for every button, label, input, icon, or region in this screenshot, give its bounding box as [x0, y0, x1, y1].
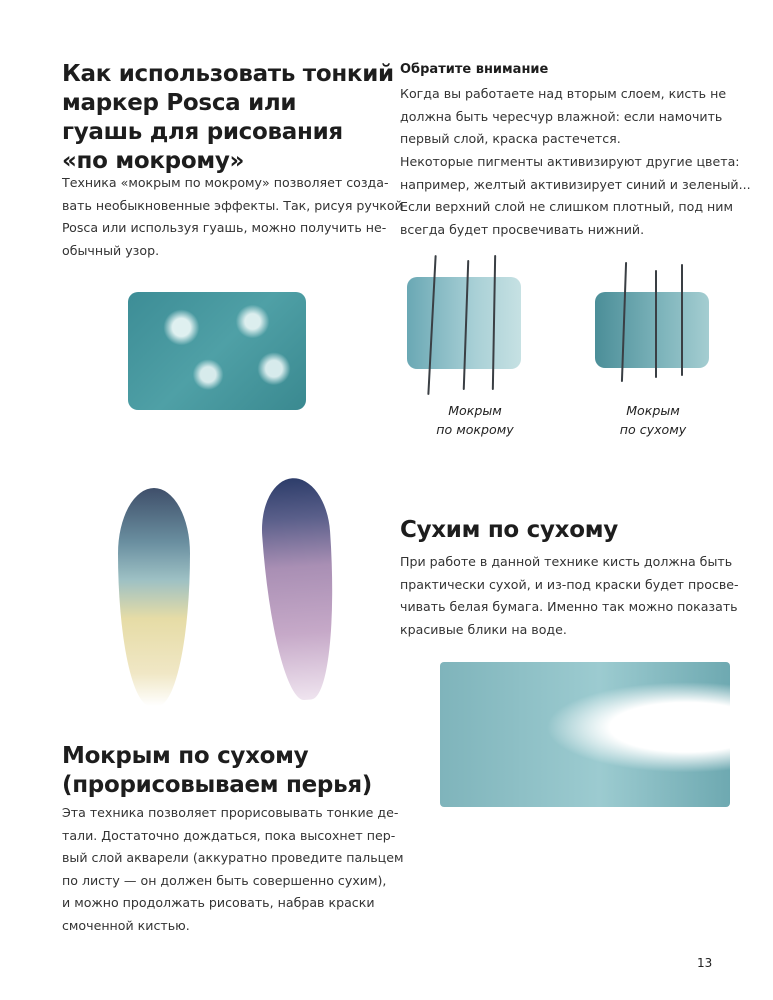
text-line: чивать белая бумага. Именно так можно показать [400, 599, 738, 614]
dry-on-dry-sample-image [440, 662, 730, 807]
text-line: должна быть чересчур влажной: если намочить [400, 108, 723, 124]
text-line: Posca или используя гуашь, можно получить не- [62, 220, 387, 235]
text-line: вый слой акварели (аккуратно проведите пальцем [62, 850, 404, 865]
text-line: Эта техника позволяет прорисовывать тонкие де- [62, 805, 399, 820]
heading-line: Как использовать тонкий [62, 61, 394, 87]
text-line: практически сухой, и из-под краски будет просве- [400, 576, 739, 592]
note-title: Обратите внимание [400, 62, 549, 77]
caption-line: Мокрым [626, 403, 680, 418]
text-line: первый слой, краска растечется. [400, 131, 621, 146]
note-paragraph-2 [400, 151, 751, 241]
caption-wet-on-dry [603, 401, 703, 439]
text-line: Когда вы работаете над вторым слоем, кисть не [400, 86, 727, 101]
feather-yellow-image [118, 488, 190, 706]
heading-line: маркер Posca или [62, 90, 297, 116]
text-line: например, желтый активизирует синий и зеленый... [400, 176, 751, 192]
text-line: Некоторые пигменты активизируют другие цвета: [400, 154, 740, 169]
feather-purple-image [258, 476, 341, 702]
text-line: вать необыкновенные эффекты. Так, рисуя ручкой [62, 197, 403, 213]
heading-line: «по мокрому» [62, 148, 245, 174]
wet-on-wet-stroke-sample [405, 255, 523, 395]
text-line: обычный узор. [62, 242, 160, 258]
text-line: При работе в данной технике кисть должна быть [400, 554, 733, 569]
wet-on-dry-heading [62, 742, 372, 800]
heading-line: (прорисовываем перья) [62, 772, 372, 798]
text-line: красивые блики на воде. [400, 621, 567, 637]
note-paragraph-1 [400, 83, 726, 151]
heading-line: гуашь для рисования [62, 119, 343, 145]
text-line: по листу — он должен быть совершенно сухим), [62, 872, 387, 888]
caption-line: по сухому [619, 422, 687, 437]
caption-line: по мокрому [436, 422, 514, 437]
caption-wet-on-wet [425, 401, 525, 439]
caption-line: Мокрым [448, 403, 502, 418]
text-line: и можно продолжать рисовать, набрав краски [62, 895, 375, 910]
wet-on-wet-heading [62, 60, 394, 176]
page-number: 13 [697, 956, 713, 970]
text-line: Если верхний слой не слишком плотный, под ним [400, 199, 733, 214]
wet-on-wet-sample-image [128, 292, 306, 410]
heading-line: Мокрым по сухому [62, 743, 309, 769]
dry-on-dry-text [400, 551, 739, 641]
text-line: смоченной кистью. [62, 917, 190, 933]
wet-on-dry-text [62, 802, 403, 937]
text-line: всегда будет просвечивать нижний. [400, 221, 645, 237]
dry-on-dry-heading: Сухим по сухому [400, 517, 618, 543]
wet-on-wet-text [62, 172, 403, 262]
text-line: Техника «мокрым по мокрому» позволяет созда- [62, 175, 389, 190]
text-line: тали. Достаточно дождаться, пока высохнет пер- [62, 827, 396, 843]
wet-on-dry-stroke-sample [595, 262, 713, 382]
